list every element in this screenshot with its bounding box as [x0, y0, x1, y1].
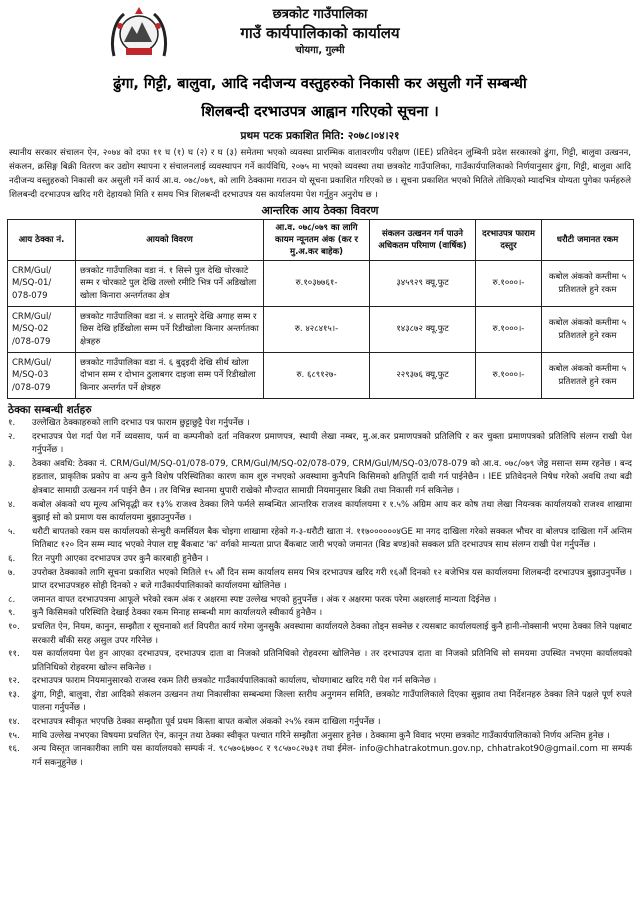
condition-text: ठेक्का अवधि: ठेक्का नं. CRM/Gul/M/SQ-01/078-079, CRM/Gul/M/SQ-02/078-079, CRM/Gul/M/SQ-03/078-079 को आ.व. ०७८/०७९ जेठ्ठ मसान्त सम्म रहनेछ । बन्द हडताल, प्राकृतिक प्रकोप वा अन्य कुनै विशेष परिस्थितिका कारण काम शुरु नभएको अवस्थामा कुनैपनि किसिमको क्षतिपूर्ति दावी गर्न पाईनेछैन । IEE प्रतिवेदनले निषेध गरेको अवधि तथा बढी क्षेत्रबाट सामाग्री उत्खनन गर्न पाईने छैन । तर विभिन्न स्थानमा थुपारी राखेको मौज्दात सामाग्री नियमानुसार बिक्री तथा निकासी गर्न सकिनेछ । — [32, 458, 632, 496]
header-form-fee: दरभाउपत्र फाराम दस्तुर — [476, 220, 542, 261]
condition-text: धरौटी बापतको रकम यस कार्यालयको सेन्चुरी कमर्सियल बैक चोइगा शाखामा रहेको ग-३-धरौटी खाता नं. ११७००००००४GE मा नगद दाखिला गरेको सक्कल भौचर वा बोलपत्र दाखिला गर्ने अन्तिम मितिबाट १२० दिन सम्म म्याद भएको नेपाल राष्ट्र बैंकबाट 'क' वर्गको मान्यता प्राप्त बैंकबाट जारी भएको जमानत (बिड बण्ड)को सक्कल प्रति दरभाउपत्र साथ संलग्न राखी पेश गर्नुपर्नेछ । — [32, 526, 632, 551]
condition-number: ७. — [8, 567, 16, 578]
contract-description: छत्रकोट गाउँपालिका वडा नं. ४ सातमुरे देखि अगाह सम्म र छिस देखि हर्डिखोला सम्म पर्ने रिडीखोला किनार अन्तर्गतका क्षेत्रहरु — [76, 307, 264, 353]
condition-number: १६. — [8, 744, 20, 755]
max-quantity: १४३८७२ क्यू.फुट — [370, 307, 476, 353]
municipality-name: छत्रकोट गाउँपालिका — [272, 7, 368, 22]
deposit-amount: कबोल अंकको कम्तीमा ५ प्रतिशतले हुने रकम — [542, 353, 634, 399]
notice-title — [0, 70, 640, 126]
form-fee: रु.१०००।- — [476, 353, 542, 399]
condition-number: ६. — [8, 553, 16, 564]
minimum-amount: रु. ६८९१२७- — [264, 353, 370, 399]
condition-item — [8, 526, 632, 553]
conditions-list — [0, 417, 640, 770]
condition-text: दरभाउपत्र स्वीकृत भएपछि ठेक्का सम्झौता पूर्व प्रथम किस्ता बापत कबोल अंकको २५% रकम दाखिला गर्नुपर्नेछ । — [32, 717, 381, 728]
published-date: प्रथम पटक प्रकाशित मिति: २०७८।०४।२१ — [240, 130, 400, 142]
condition-text: यस कार्यालयमा पेश हुन आएका दरभाउपत्र, दरभाउपत्र दाता वा निजको प्रतिनिधिको रोहवरमा खोलिनेछ । तर दरभाउपत्र दाता वा निजको प्रतिनिधि सो समयमा उपस्थित नभएमा कार्यालयको प्रतिनिधिको रोहवरमा खोल्न सकिनेछ । — [32, 649, 632, 673]
condition-item — [8, 730, 632, 744]
condition-item — [8, 716, 632, 730]
condition-text: दरभाउपत्र पेश गर्दा पेश गर्ने व्यवसाय, फर्म वा कम्पनीको दर्ता नविकरण प्रमाणपत्र, स्थायी लेखा नम्बर, मु.अ.कर प्रमाणपत्रको प्रतिलिपि र कर चुक्ता प्रमाणपत्रको प्रतिलिपि संलग्न राखी पेश गर्नुपर्नेछ । — [32, 431, 632, 456]
contract-code: CRM/Gul/ M/SQ-02 /078-079 — [8, 307, 76, 353]
conditions-title: ठेक्का सम्बन्धी शर्तहरु — [8, 404, 92, 416]
form-fee: रु.१०००।- — [476, 261, 542, 307]
table-row — [8, 353, 634, 399]
condition-text: ढुंगा, गिट्टी, बालुवा, रोडा आदिको संकलन उत्खनन तथा निकासीका सम्बन्धमा जिल्ला स्तरीय अनुगमन समिति, छत्रकोट गाउँपालिकाले दिएका सुझाव तथा निर्देशनहरु ठेक्का लिने पक्षले पूर्ण रुपले पालना गर्नुपर्नेछ । — [32, 689, 632, 714]
notice-title-line-2: शिलबन्दी दरभाउपत्र आह्वान गरिएको सूचना । — [201, 104, 439, 120]
notice-title-line-1: ढुंगा, गिट्टी, बालुवा, आदि नदीजन्य वस्तुहरुको निकासी कर असुली गर्ने सम्बन्धी — [113, 76, 527, 92]
table-title: आन्तरिक आय ठेक्का विवरण — [261, 204, 379, 217]
condition-number: ११. — [8, 649, 20, 660]
condition-number: २. — [8, 431, 16, 442]
condition-number: ५. — [8, 526, 16, 537]
condition-item — [8, 621, 632, 648]
condition-text: दरभाउपत्र फाराम नियमानुसारको राजस्व रकम तिरी छत्रकोट गाउँकार्यपालिकाको कार्यालय, चोयगाबाट खरिद गरी पेश गर्न सकिनेछ । — [32, 676, 437, 687]
condition-text: कबोल अंकको थप मूल्य अभिवृद्धी कर १३% राजश्व ठेक्का लिने फर्मले सम्बन्धित आन्तरिक राजश्व कार्यालयमा र १.५% अग्रिम आय कर कोष तथा लेखा नियन्त्रक कार्यालयको राजश्व शाखामा बुझाई सो को प्रमाण यस कार्यालयमा बुझाउनुपर्नेछ । — [32, 499, 632, 524]
condition-item — [8, 417, 632, 431]
condition-item — [8, 431, 632, 458]
condition-text: प्रचलित ऐन, नियम, कानुन, सम्झौता र सूचनाको शर्त विपरीत कार्य गरेमा जुनसुकै अवस्थामा कार्यालयले ठेक्का तोड्न सक्नेछ र त्यसबाट कार्यालयलाई कुनै हानी-नोक्सानी भएमा ठेक्का लिने पक्षबाट सरकारी बाँकी सरह असुल उपर गरिनेछ । — [32, 621, 632, 646]
condition-number: ८. — [8, 594, 16, 605]
header-contract-no: आय ठेक्का नं. — [8, 220, 76, 261]
contract-code: CRM/Gul/ M/SQ-01/ 078-079 — [8, 261, 76, 307]
condition-number: ९. — [8, 608, 16, 619]
condition-item — [8, 567, 632, 594]
letterhead — [0, 0, 640, 68]
condition-text: कुनै किसिमको परिस्थिति देखाई ठेक्का रकम मिनाह सम्बन्धी माग कार्यालयले स्वीकार्य हुनेछैन । — [32, 608, 323, 619]
condition-number: १४. — [8, 717, 20, 728]
intro-paragraph: स्थानीय सरकार संचालन ऐन, २०७४ को दफा ११ घ (१) घ (२) र घ (३) समेतमा भएको व्यवस्था प्रारम्भिक वातावरणीय परीक्षण (IEE) प्रतिवेदन लुम्बिनी प्रदेश सरकारको ढुंगा, गिट्टी, बालुवा उत्खनन, संकलन, क्रसिङ्ग बिक्री वितरण कर उद्योग स्थापना र संचालनलाई व्यवस्थापन गर्ने कार्यविधि, २०७५ मा भएको व्यवस्था तथा छत्रकोट गाउँपालिका, गाउँकार्यपालिकाको निर्णयानुसार ढुंगा, गिट्टी, बालुवा आदि नदीजन्य वस्तुहरुको निकासी कर असुली गर्ने कार्य आ.व. ०७८/०७९, को लागि ठेक्कामा गराउन यो सूचना प्रकाशित गरिएको छ । सूचना प्रकाशित भएको मितिले तोकिएको म्यादभित्र योग्यता पुगेका फर्महरुले शिलबन्दी दरभाउपत्र खरिद गरी देहायको मिति र समय भित्र शिलबन्दी दरभाउपत्र यस कार्यालयमा पेश गर्नुहुन अनुरोध छ । — [9, 148, 631, 200]
condition-number: ३. — [8, 458, 16, 469]
table-header-row — [8, 220, 634, 261]
contract-table — [7, 219, 634, 399]
condition-item — [8, 458, 632, 499]
condition-text: अन्य विस्तृत जानकारीका लागि यस कार्यालयको सम्पर्क नं. ९८५७०६७७०८ र ९८५७०८२७३१ तथा ईमेल- info@chhatrakotmun.gov.np, chhatrakot90@gmail.com मा सम्पर्क गर्न सकनुहुनेछ । — [32, 744, 632, 768]
condition-text: उपरोक्त ठेक्काको लागि सूचना प्रकाशित भएको मितिले १५ औं दिन सम्म कार्यालय समय भित्र दरभाउपत्र खरिद गरी १६औं दिनको १२ बजेभित्र यस कार्यालयमा शिलबन्दी दरभाउपत्र बुझाउनुपर्नेछ । प्राप्त दरभाउपत्रहरु सोही दिनको २ बजे गाउँकार्यपालिकाको कार्यालयमा खोलिनेछ । — [32, 567, 632, 592]
condition-item — [8, 499, 632, 526]
condition-text: माथि उल्लेख नभएका विषयमा प्रचलित ऐन, कानून तथा ठेक्का स्वीकृत पश्चात गरिने सम्झौता अनुसार हुनेछ । ठेक्कामा कुनै विवाद भएमा छत्रकोट गाउँकार्यपालिकाको निर्णय अन्तिम हुनेछ । — [32, 730, 610, 741]
contract-description: छत्रकोट गाउँपालिका वडा नं. १ सिस्ने पुल देखि चोरकाटे सम्म र चोरकाटे पुल देखि तल्लो रमीटि भित्र पर्ने अडिखोला खोला किनारा अन्तर्गतका क्षेत्र — [76, 261, 264, 307]
header-deposit: धरौटी जमानत रकम — [542, 220, 634, 261]
condition-text: जमानत वापत दरभाउपत्रमा आफूले भरेको रकम अंक र अक्षरमा स्पष्ट उल्लेख भएको हुनुपर्नेछ । अंक र अक्षरमा फरक परेमा अक्षरलाई मान्यता दिईनेछ । — [32, 594, 497, 605]
condition-text: रित नपुगी आएका दरभाउपत्र उपर कुनै कारबाही हुनेछैन । — [32, 553, 209, 564]
condition-number: ४. — [8, 499, 16, 510]
contract-description: छत्रकोट गाउँपालिका वडा नं. ६ बुढ्इदी देखि सीर्थ खोला दोभान सम्म र दोभान ठुलाबगर दाइजा सम्म पर्ने रिडीखोला किनार अन्तर्गत पर्ने क्षेत्रहरु — [76, 353, 264, 399]
condition-item — [8, 648, 632, 675]
minimum-amount: रु. ४२८४१५।- — [264, 307, 370, 353]
max-quantity: २२९३७६ क्यू.फुट — [370, 353, 476, 399]
condition-number: १३. — [8, 689, 20, 700]
office-name: गाउँ कार्यपालिकाको कार्यालय — [240, 24, 400, 42]
max-quantity: ३४५९२९ क्यू.फुट — [370, 261, 476, 307]
form-fee: रु.१०००।- — [476, 307, 542, 353]
table-row — [8, 307, 634, 353]
condition-item — [8, 553, 632, 567]
header-minimum-amount: आ.व. ०७८/०७९ का लागि कायम न्यूनतम अंक (कर र मु.अ.कर बाहेक) — [264, 220, 370, 261]
office-address: चोयगा, गुल्मी — [295, 45, 345, 56]
condition-item — [8, 675, 632, 689]
minimum-amount: रु.१०३७७६१- — [264, 261, 370, 307]
condition-number: १२. — [8, 676, 20, 687]
deposit-amount: कबोल अंकको कम्तीमा ५ प्रतिशतले हुने रकम — [542, 261, 634, 307]
condition-text: उल्लेखित ठेक्काहरुको लागि दरभाउ पत्र फाराम छुट्टाछुट्टै पेश गर्नुपर्नेछ । — [32, 418, 250, 428]
condition-item — [8, 607, 632, 621]
condition-number: १. — [8, 418, 16, 428]
header-max-quantity: संकलन उत्खनन गर्न पाउने अधिकतम परिमाण (वार्षिक) — [370, 220, 476, 261]
condition-item — [8, 594, 632, 608]
condition-number: १५. — [8, 730, 20, 741]
contract-code: CRM/Gul/ M/SQ-03 /078-079 — [8, 353, 76, 399]
deposit-amount: कबोल अंकको कम्तीमा ५ प्रतिशतले हुने रकम — [542, 307, 634, 353]
condition-item — [8, 689, 632, 716]
table-row — [8, 261, 634, 307]
condition-number: १०. — [8, 621, 20, 632]
header-income-description: आयको विवरण — [76, 220, 264, 261]
condition-item — [8, 743, 632, 770]
